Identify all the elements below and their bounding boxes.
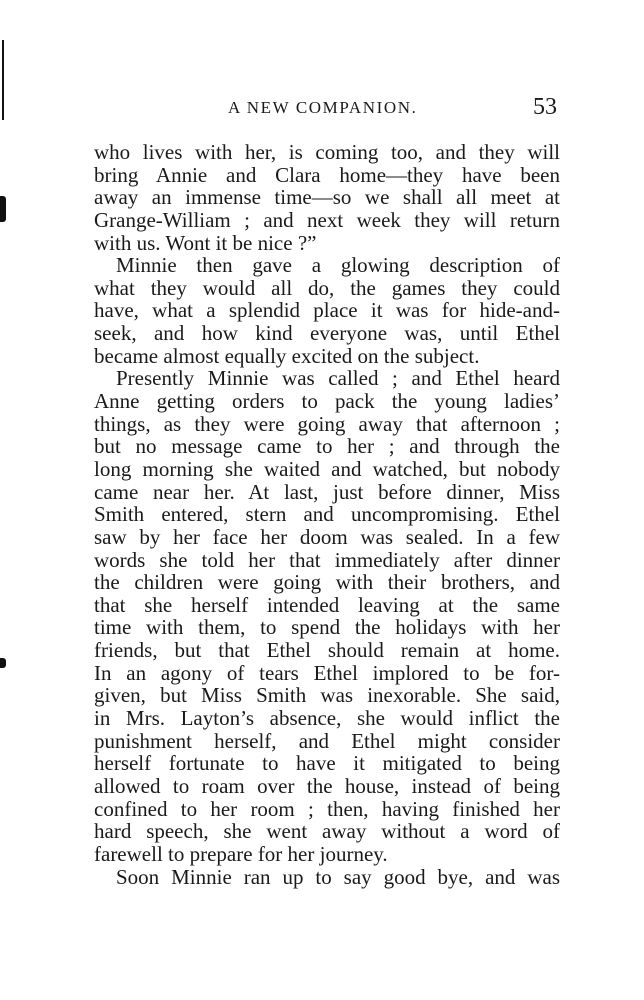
text-line: that she herself intended leaving at the same xyxy=(94,592,560,617)
text-line: Anne getting orders to pack the young ladies’ xyxy=(94,389,560,414)
text-line: things, as they were going away that afternoon ; xyxy=(94,411,560,436)
text-line: Grange-William ; and next week they will return xyxy=(94,207,560,232)
text-line: Soon Minnie ran up to say good bye, and was xyxy=(116,864,560,889)
text-line: with us. Wont it be nice ?” xyxy=(94,230,317,255)
text-line: Presently Minnie was called ; and Ethel heard xyxy=(116,366,560,391)
text-line: but no message came to her ; and through the xyxy=(94,434,560,459)
text-line: in Mrs. Layton’s absence, she would inflict the xyxy=(94,706,560,731)
scan-mark-middle xyxy=(0,196,6,222)
text-line: who lives with her, is coming too, and they will xyxy=(94,140,560,164)
text-line: what they would all do, the games they could xyxy=(94,275,560,300)
text-line: punishment herself, and Ethel might consider xyxy=(94,728,560,753)
text-line: given, but Miss Smith was inexorable. She said, xyxy=(94,683,560,708)
text-line: long morning she waited and watched, but nobody xyxy=(94,456,560,481)
text-line: Minnie then gave a glowing description of xyxy=(116,253,560,278)
text-line: became almost equally excited on the subject. xyxy=(94,343,480,368)
text-line: confined to her room ; then, having finished her xyxy=(94,796,560,821)
text-line: bring Annie and Clara home—they have been xyxy=(94,162,560,187)
body-text xyxy=(94,141,560,888)
text-line: have, what a splendid place it was for hide-and- xyxy=(94,298,560,323)
text-line: Smith entered, stern and uncompromising. Ethel xyxy=(94,502,560,527)
text-line: came near her. At last, just before dinner, Miss xyxy=(94,479,560,504)
text-line: saw by her face her doom was sealed. In a few xyxy=(94,524,560,549)
running-head: A NEW COMPANION. xyxy=(228,98,418,117)
text-line: In an agony of tears Ethel implored to be for- xyxy=(94,660,560,685)
text-line: time with them, to spend the holidays with her xyxy=(94,615,560,640)
text-line: words she told her that immediately after dinner xyxy=(94,547,560,572)
scan-mark-bottom xyxy=(0,658,6,668)
page-header xyxy=(0,94,644,130)
text-line: seek, and how kind everyone was, until Ethel xyxy=(94,321,560,346)
text-line: herself fortunate to have it mitigated to being xyxy=(94,751,560,776)
text-line: hard speech, she went away without a word of xyxy=(94,819,560,844)
text-line: the children were going with their brothers, and xyxy=(94,570,560,595)
text-line: away an immense time—so we shall all meet at xyxy=(94,185,560,210)
text-line: friends, but that Ethel should remain at home. xyxy=(94,638,560,663)
text-line: allowed to roam over the house, instead of being xyxy=(94,773,560,798)
page-number: 53 xyxy=(533,94,557,120)
text-line: farewell to prepare for her journey. xyxy=(94,841,388,866)
